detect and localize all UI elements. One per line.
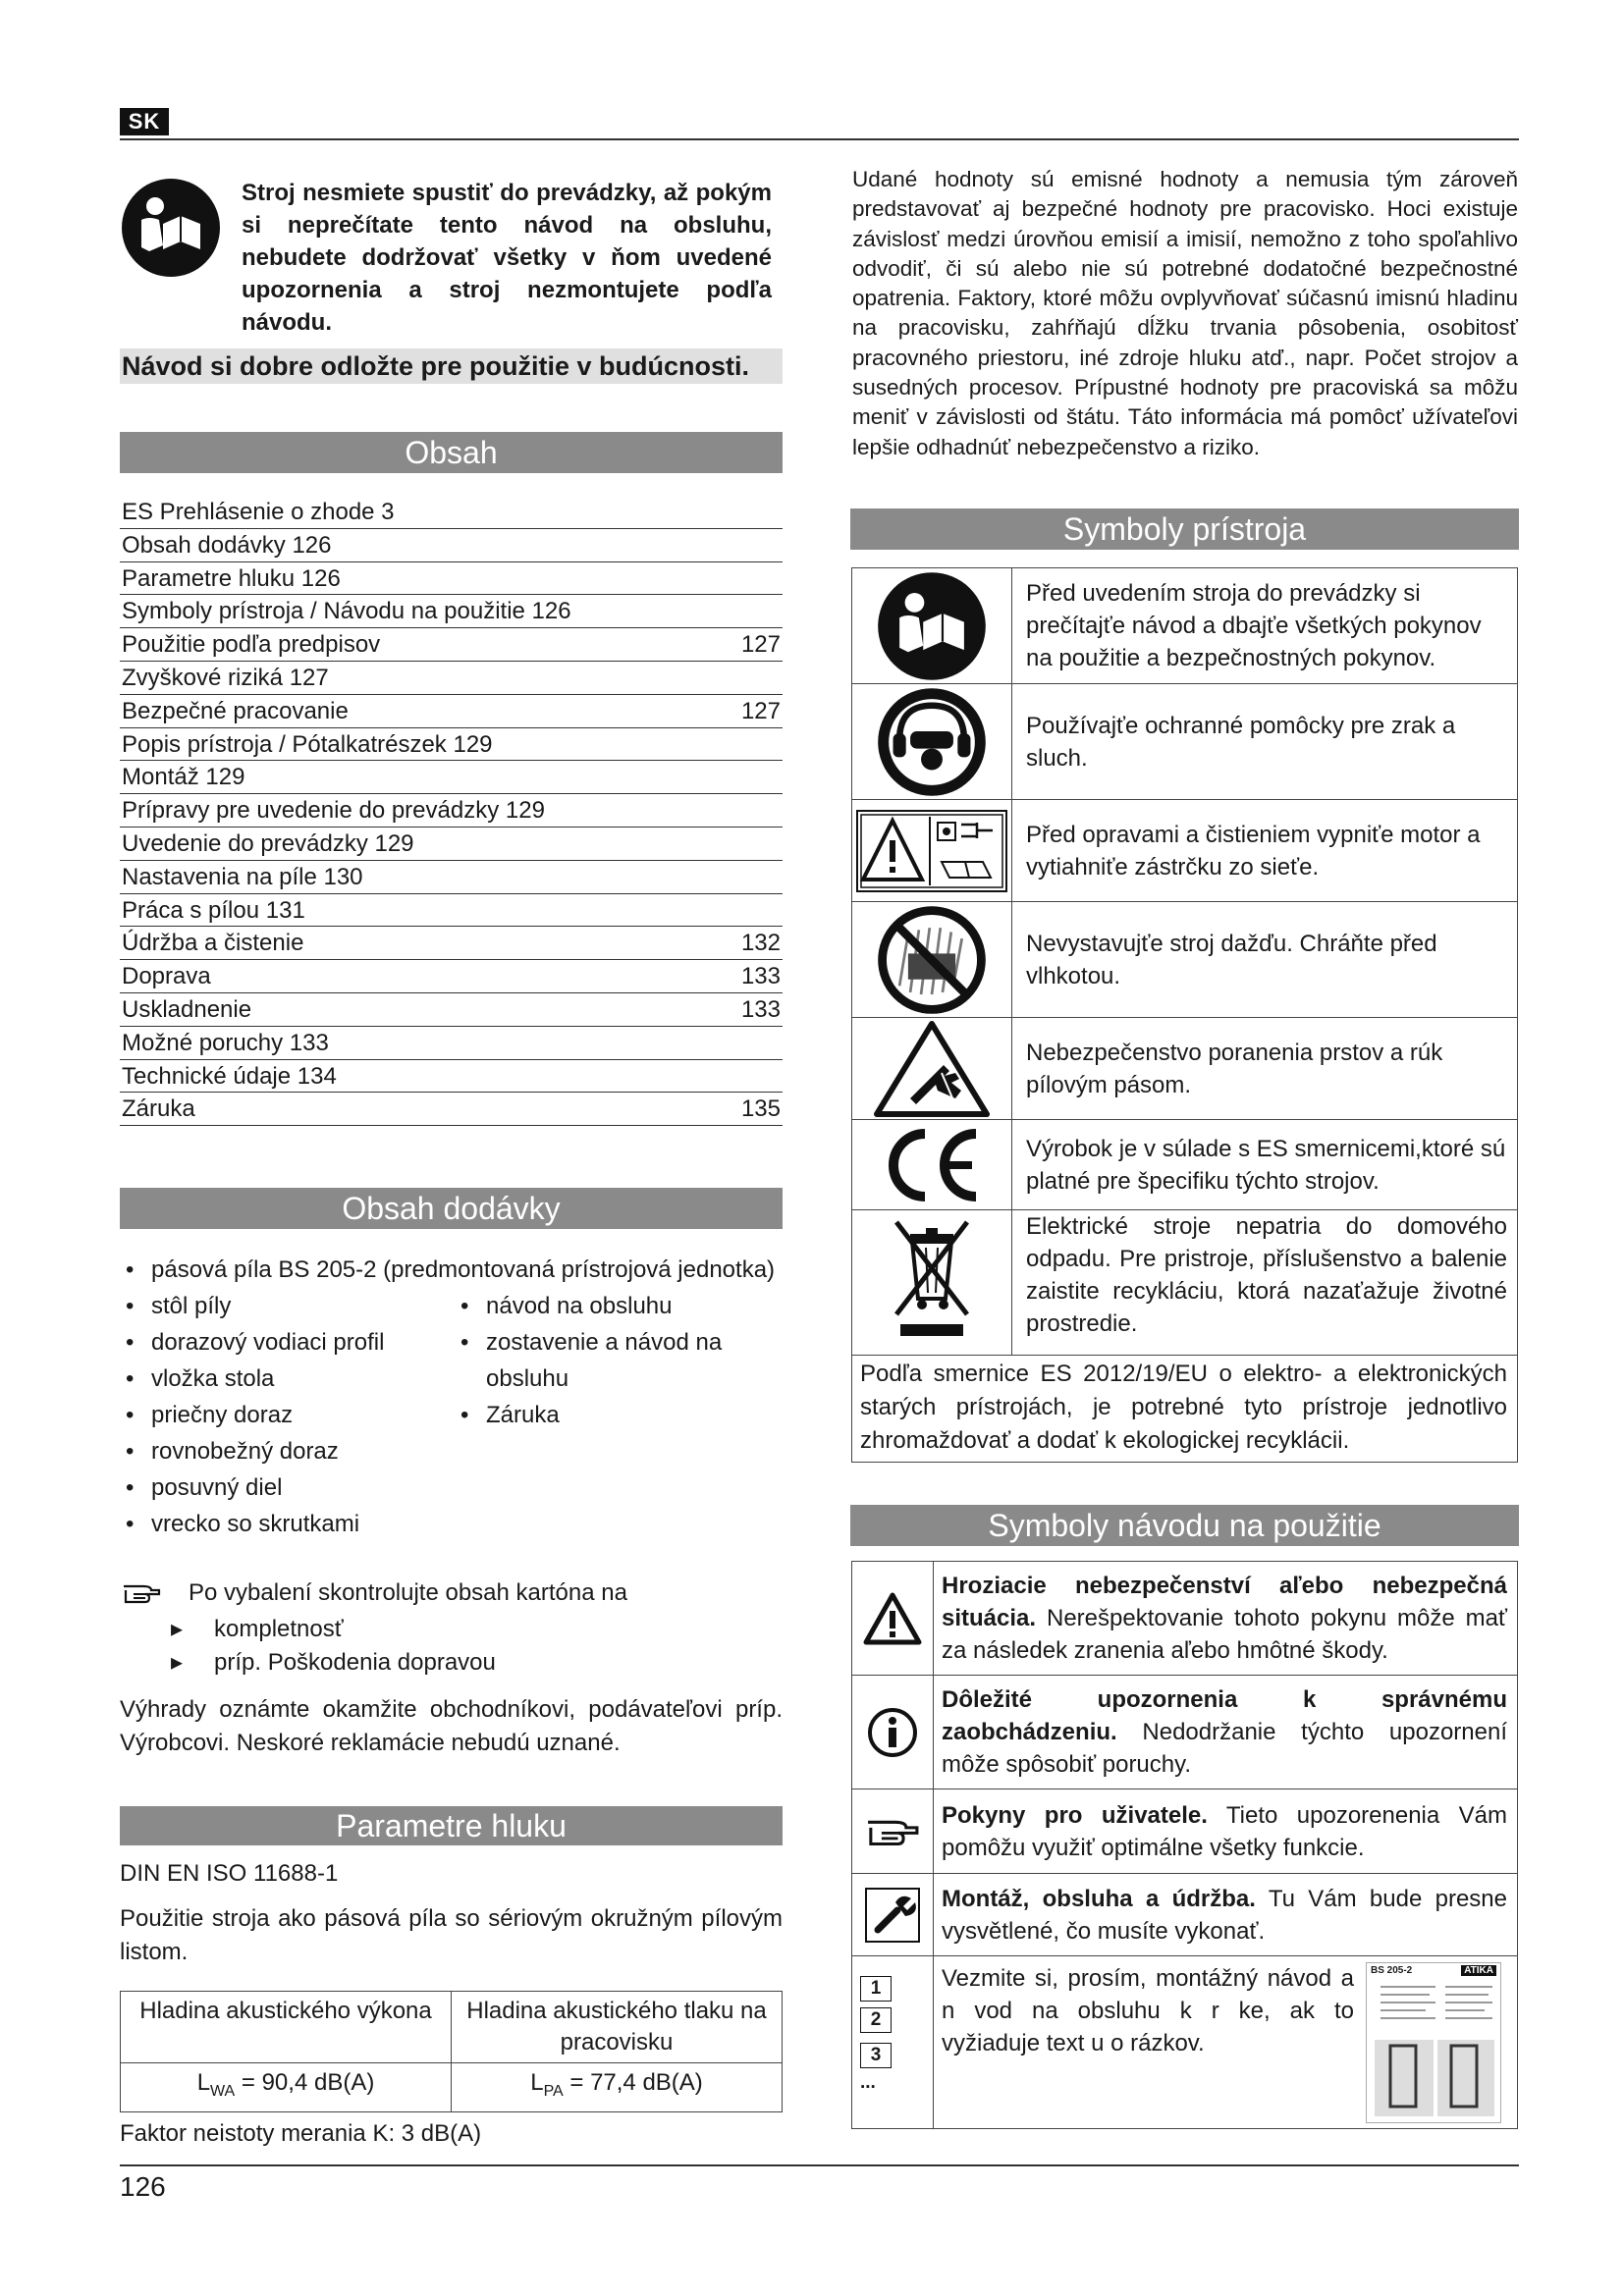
- toc-label: Symboly prístroja / Návodu na použitie 126: [122, 598, 571, 625]
- manual-reference-text: Vezmite si, prosím, montážný návod a n vod na obsluhu k r ke, ak to vyžiaduje text u o rázkov.: [942, 1965, 1354, 2056]
- manual-symbols-title: Symboly návodu na použitie: [850, 1505, 1519, 1546]
- noise-usage: Použitie stroja ako pásová píla so sériovým okružným pílovým listom.: [120, 1905, 783, 1965]
- toc-row[interactable]: [120, 1027, 783, 1060]
- lpa-value: [452, 2063, 783, 2112]
- toc-label: Prípravy pre uvedenie do prevádzky 129: [122, 797, 545, 825]
- weee-cell: [1012, 1210, 1518, 1356]
- toc-row[interactable]: [120, 562, 783, 596]
- manual-symbols-table: [851, 1561, 1518, 2129]
- lwa-value: [121, 2063, 452, 2112]
- list-item: • zostavenie a návod na obsluhu: [457, 1324, 751, 1397]
- toc-label: Montáž 129: [122, 764, 245, 791]
- hand-injury-icon: [852, 1018, 1012, 1120]
- toc-label: Obsah dodávky 126: [122, 531, 332, 559]
- toc-label: Zvyškové riziká 127: [122, 664, 329, 691]
- symbol-description: [934, 1874, 1518, 1956]
- toc-label: Bezpečné pracovanie: [122, 697, 349, 724]
- lpa-symbol: L: [530, 2069, 544, 2096]
- no-rain-icon: [852, 902, 1012, 1018]
- list-item: • pásová píla BS 205-2 (predmontovaná prístrojová jednotka): [122, 1252, 789, 1288]
- pointing-hand-icon: [852, 1789, 934, 1874]
- page-number: 126: [120, 2171, 166, 2202]
- delivery-first-list: [122, 1252, 789, 1288]
- symbol-bold: Hroziacie nebezpečenství aľebo nebezpečná situácia.: [942, 1573, 1507, 1631]
- noise-standard: DIN EN ISO 11688-1: [120, 1860, 339, 1887]
- list-item: • dorazový vodiaci profil: [122, 1324, 446, 1361]
- thumbnail-drawing: [1367, 1963, 1500, 2122]
- wrench-icon: [852, 1874, 934, 1956]
- symbol-bold: Montáž, obsluha a údržba.: [942, 1885, 1256, 1912]
- weee-bin-icon: [852, 1210, 1012, 1356]
- toc-page: 133: [740, 995, 781, 1023]
- lpa-subscript: PA: [543, 2082, 564, 2100]
- toc-row[interactable]: [120, 695, 783, 728]
- info-icon: [852, 1676, 934, 1789]
- delivery-right-list: [457, 1288, 751, 1433]
- list-item: • návod na obsluhu: [457, 1288, 751, 1324]
- toc-row[interactable]: [120, 1060, 783, 1094]
- delivery-title: Obsah dodávky: [120, 1188, 783, 1229]
- toc-row[interactable]: [120, 894, 783, 928]
- lwa-symbol: L: [196, 2069, 211, 2096]
- pointing-hand-icon: [122, 1580, 161, 1606]
- symbol-description: [934, 1676, 1518, 1789]
- list-item: • rovnobežný doraz: [122, 1433, 446, 1469]
- toc-label: Uvedenie do prevádzky 129: [122, 829, 414, 857]
- emission-text: Udané hodnoty sú emisné hodnoty a nemusia tým zároveň predstavovať aj bezpečné hodnoty pre pracovisko. Hoci existuje závislosť medzi úrovňou emisií a imisií, nemožno z toho spoľahlivo odvodiť, či sú alebo nie sú potrebné dodatočné bezpečnostné opatrenia. Faktory, ktoré môžu ovplyvňovať súčasnú imisnú hladinu na pracovisku, zahŕňajú dĺžku trvania pôsobenia, osobitosť pracovného priestoru, iné zdroje hluku atď., napr. Počet strojov a susedných procesov. Prípustné hodnoty pre pracoviská sa môžu meniť v závislosti od štátu. Táto informácia má pomôcť užívateľovi lepšie odhadnúť nebezpečenstvo a riziko.: [852, 167, 1518, 459]
- weee-note: Podľa smernice ES 2012/19/EU o elektro- a elektronických starých prístrojách, je potrebné tyto prístroje jednotlivo zhromaždovať a dodať k ekologickej recyklácii.: [852, 1356, 1518, 1463]
- noise-title: Parametre hluku: [120, 1806, 783, 1845]
- toc-label: ES Prehlásenie o zhode 3: [122, 499, 395, 525]
- protective-gear-icon: [852, 684, 1012, 800]
- toc-label: Použitie podľa predpisov: [122, 631, 381, 659]
- language-badge: SK: [120, 108, 169, 135]
- toc-row[interactable]: [120, 927, 783, 960]
- toc-page: 135: [740, 1095, 781, 1123]
- list-item: ▸ príp. Poškodenia dopravou: [167, 1646, 658, 1680]
- toc-row[interactable]: [120, 761, 783, 794]
- manual-reference-cell: [934, 1956, 1518, 2129]
- ce-mark-icon: [852, 1120, 1012, 1210]
- toc-label: Doprava: [122, 963, 211, 990]
- symbol-description: Používajťe ochranné pomôcky pre zrak a sluch.: [1012, 684, 1518, 800]
- toc-label: Nastavenia na píle 130: [122, 863, 363, 890]
- toc-row[interactable]: [120, 662, 783, 695]
- figure-number: 2: [860, 2007, 892, 2033]
- symbol-description: Nebezpečenstvo poranenia prstov a rúk pílovým pásom.: [1012, 1018, 1518, 1120]
- symbol-description: [934, 1562, 1518, 1676]
- thumb-model: BS 205-2: [1371, 1965, 1413, 1976]
- read-manual-icon: [852, 568, 1012, 684]
- unplug-warning-icon: [852, 800, 1012, 902]
- warning-triangle-icon: [852, 1562, 934, 1676]
- list-item: • vrecko so skrutkami: [122, 1506, 446, 1542]
- toc-row[interactable]: [120, 993, 783, 1027]
- toc-title: Obsah: [120, 432, 783, 473]
- noise-col1-header: Hladina akustického výkona: [121, 1992, 452, 2063]
- symbol-bold: Dôležité upozornenia k správnému zaobchádzeniu.: [942, 1686, 1507, 1745]
- symbol-description: Před uvedením stroja do prevádzky si prečítajťe návod a dbajťe všetkých pokynov na použitie a bezpečnostných pokynov.: [1012, 568, 1518, 684]
- toc-label: Údržba a čistenie: [122, 930, 304, 957]
- toc-label: Záruka: [122, 1095, 195, 1123]
- lwa-number: = 90,4 dB(A): [235, 2069, 375, 2096]
- toc-row[interactable]: [120, 794, 783, 828]
- toc-row[interactable]: [120, 628, 783, 662]
- toc-label: Popis prístroja / Pótalkatrészek 129: [122, 730, 493, 758]
- toc-row[interactable]: [120, 595, 783, 628]
- delivery-left-list: [122, 1288, 446, 1542]
- toc-label: Parametre hluku 126: [122, 564, 341, 592]
- bottom-divider: [120, 2164, 1519, 2166]
- table-of-contents: [120, 496, 783, 1126]
- list-item: • Záruka: [457, 1397, 751, 1433]
- symbol-description: Před opravami a čistieniem vypniťe motor a vytiahniťe zástrčku zo sieťe.: [1012, 800, 1518, 902]
- symbol-text: Nerešpektovanie tohoto pokynu môže mať za následek zranenia aľebo hmôtné škody.: [942, 1605, 1507, 1664]
- toc-label: Technické údaje 134: [122, 1062, 337, 1090]
- list-item: • posuvný diel: [122, 1469, 446, 1506]
- symbol-description: Elektrické stroje nepatria do domového odpadu. Pre pristroje, příslušenstvo a balenie zaistite recykláciu, ktorá nazaťažuje životné prostredie.: [1026, 1213, 1507, 1337]
- check-list: [167, 1613, 658, 1680]
- toc-page: 127: [740, 631, 781, 659]
- figure-number: 3: [860, 2043, 892, 2068]
- list-item: • stôl píly: [122, 1288, 446, 1324]
- keep-manual-note: Návod si dobre odložte pre použitie v budúcnosti.: [120, 348, 783, 384]
- symbol-text: Nedodržanie týchto upozornení môže spôsobiť poruchy.: [942, 1719, 1507, 1778]
- uncertainty-factor: Faktor neistoty merania K: 3 dB(A): [120, 2120, 482, 2147]
- noise-table: [120, 1991, 783, 2112]
- toc-label: Možné poruchy 133: [122, 1029, 329, 1056]
- list-item: • vložka stola: [122, 1361, 446, 1397]
- symbol-bold: Pokyny pro uživatele.: [942, 1801, 1208, 1829]
- lwa-subscript: WA: [210, 2082, 236, 2100]
- toc-page: 127: [740, 697, 781, 724]
- list-item: • priečny doraz: [122, 1397, 446, 1433]
- toc-row[interactable]: [120, 960, 783, 993]
- figure-number: 1: [860, 1976, 892, 2002]
- toc-label: Uskladnenie: [122, 995, 252, 1023]
- figure-number-ellipsis: ...: [860, 2072, 876, 2093]
- read-manual-icon: [120, 177, 222, 279]
- toc-page: 133: [740, 963, 781, 990]
- noise-col2-header: Hladina akustického tlaku na pracovisku: [452, 1992, 783, 2063]
- toc-label: Práca s pílou 131: [122, 896, 305, 924]
- symbol-text: Tieto upozorenenia Vám pomôžu využiť optimálne všetky funkcie.: [942, 1801, 1507, 1861]
- complaint-text: Výhrady oznámte okamžite obchodníkovi, podávateľovi príp. Výrobcovi. Neskoré reklamácie nebudú uznané.: [120, 1696, 783, 1756]
- toc-page: 132: [740, 930, 781, 957]
- toc-row[interactable]: [120, 828, 783, 861]
- manual-thumbnail: [1366, 1962, 1501, 2123]
- device-symbols-table: [851, 567, 1518, 1463]
- check-intro: Po vybalení skontrolujte obsah kartóna na: [189, 1579, 627, 1606]
- lpa-number: = 77,4 dB(A): [563, 2069, 703, 2096]
- toc-row[interactable]: [120, 496, 783, 529]
- thumb-brand: ATIKA: [1461, 1965, 1496, 1976]
- figure-numbers: [852, 1956, 934, 2129]
- device-symbols-title: Symboly prístroja: [850, 508, 1519, 550]
- list-item: ▸ kompletnosť: [167, 1613, 658, 1646]
- symbol-text: Tu Vám bude presne vysvětlené, čo musíte vykonať.: [942, 1885, 1508, 1945]
- toc-row[interactable]: [120, 861, 783, 894]
- toc-row[interactable]: [120, 529, 783, 562]
- symbol-description: [934, 1789, 1518, 1874]
- symbol-description: Nevystavujťe stroj dažďu. Chráňte před vlhkotou.: [1012, 902, 1518, 1018]
- toc-row[interactable]: [120, 728, 783, 762]
- warning-text: Stroj nesmiete spustiť do prevádzky, až pokým si neprečítate tento návod na obsluhu, nebudete dodržovať všetky v ňom uvedené upozornenia a stroj nezmontujete podľa návodu.: [242, 180, 772, 336]
- top-divider: [120, 138, 1519, 140]
- toc-row[interactable]: [120, 1093, 783, 1126]
- symbol-description: Výrobok je v súlade s ES smernicemi,ktoré sú platné pre špecifiku týchto strojov.: [1012, 1120, 1518, 1210]
